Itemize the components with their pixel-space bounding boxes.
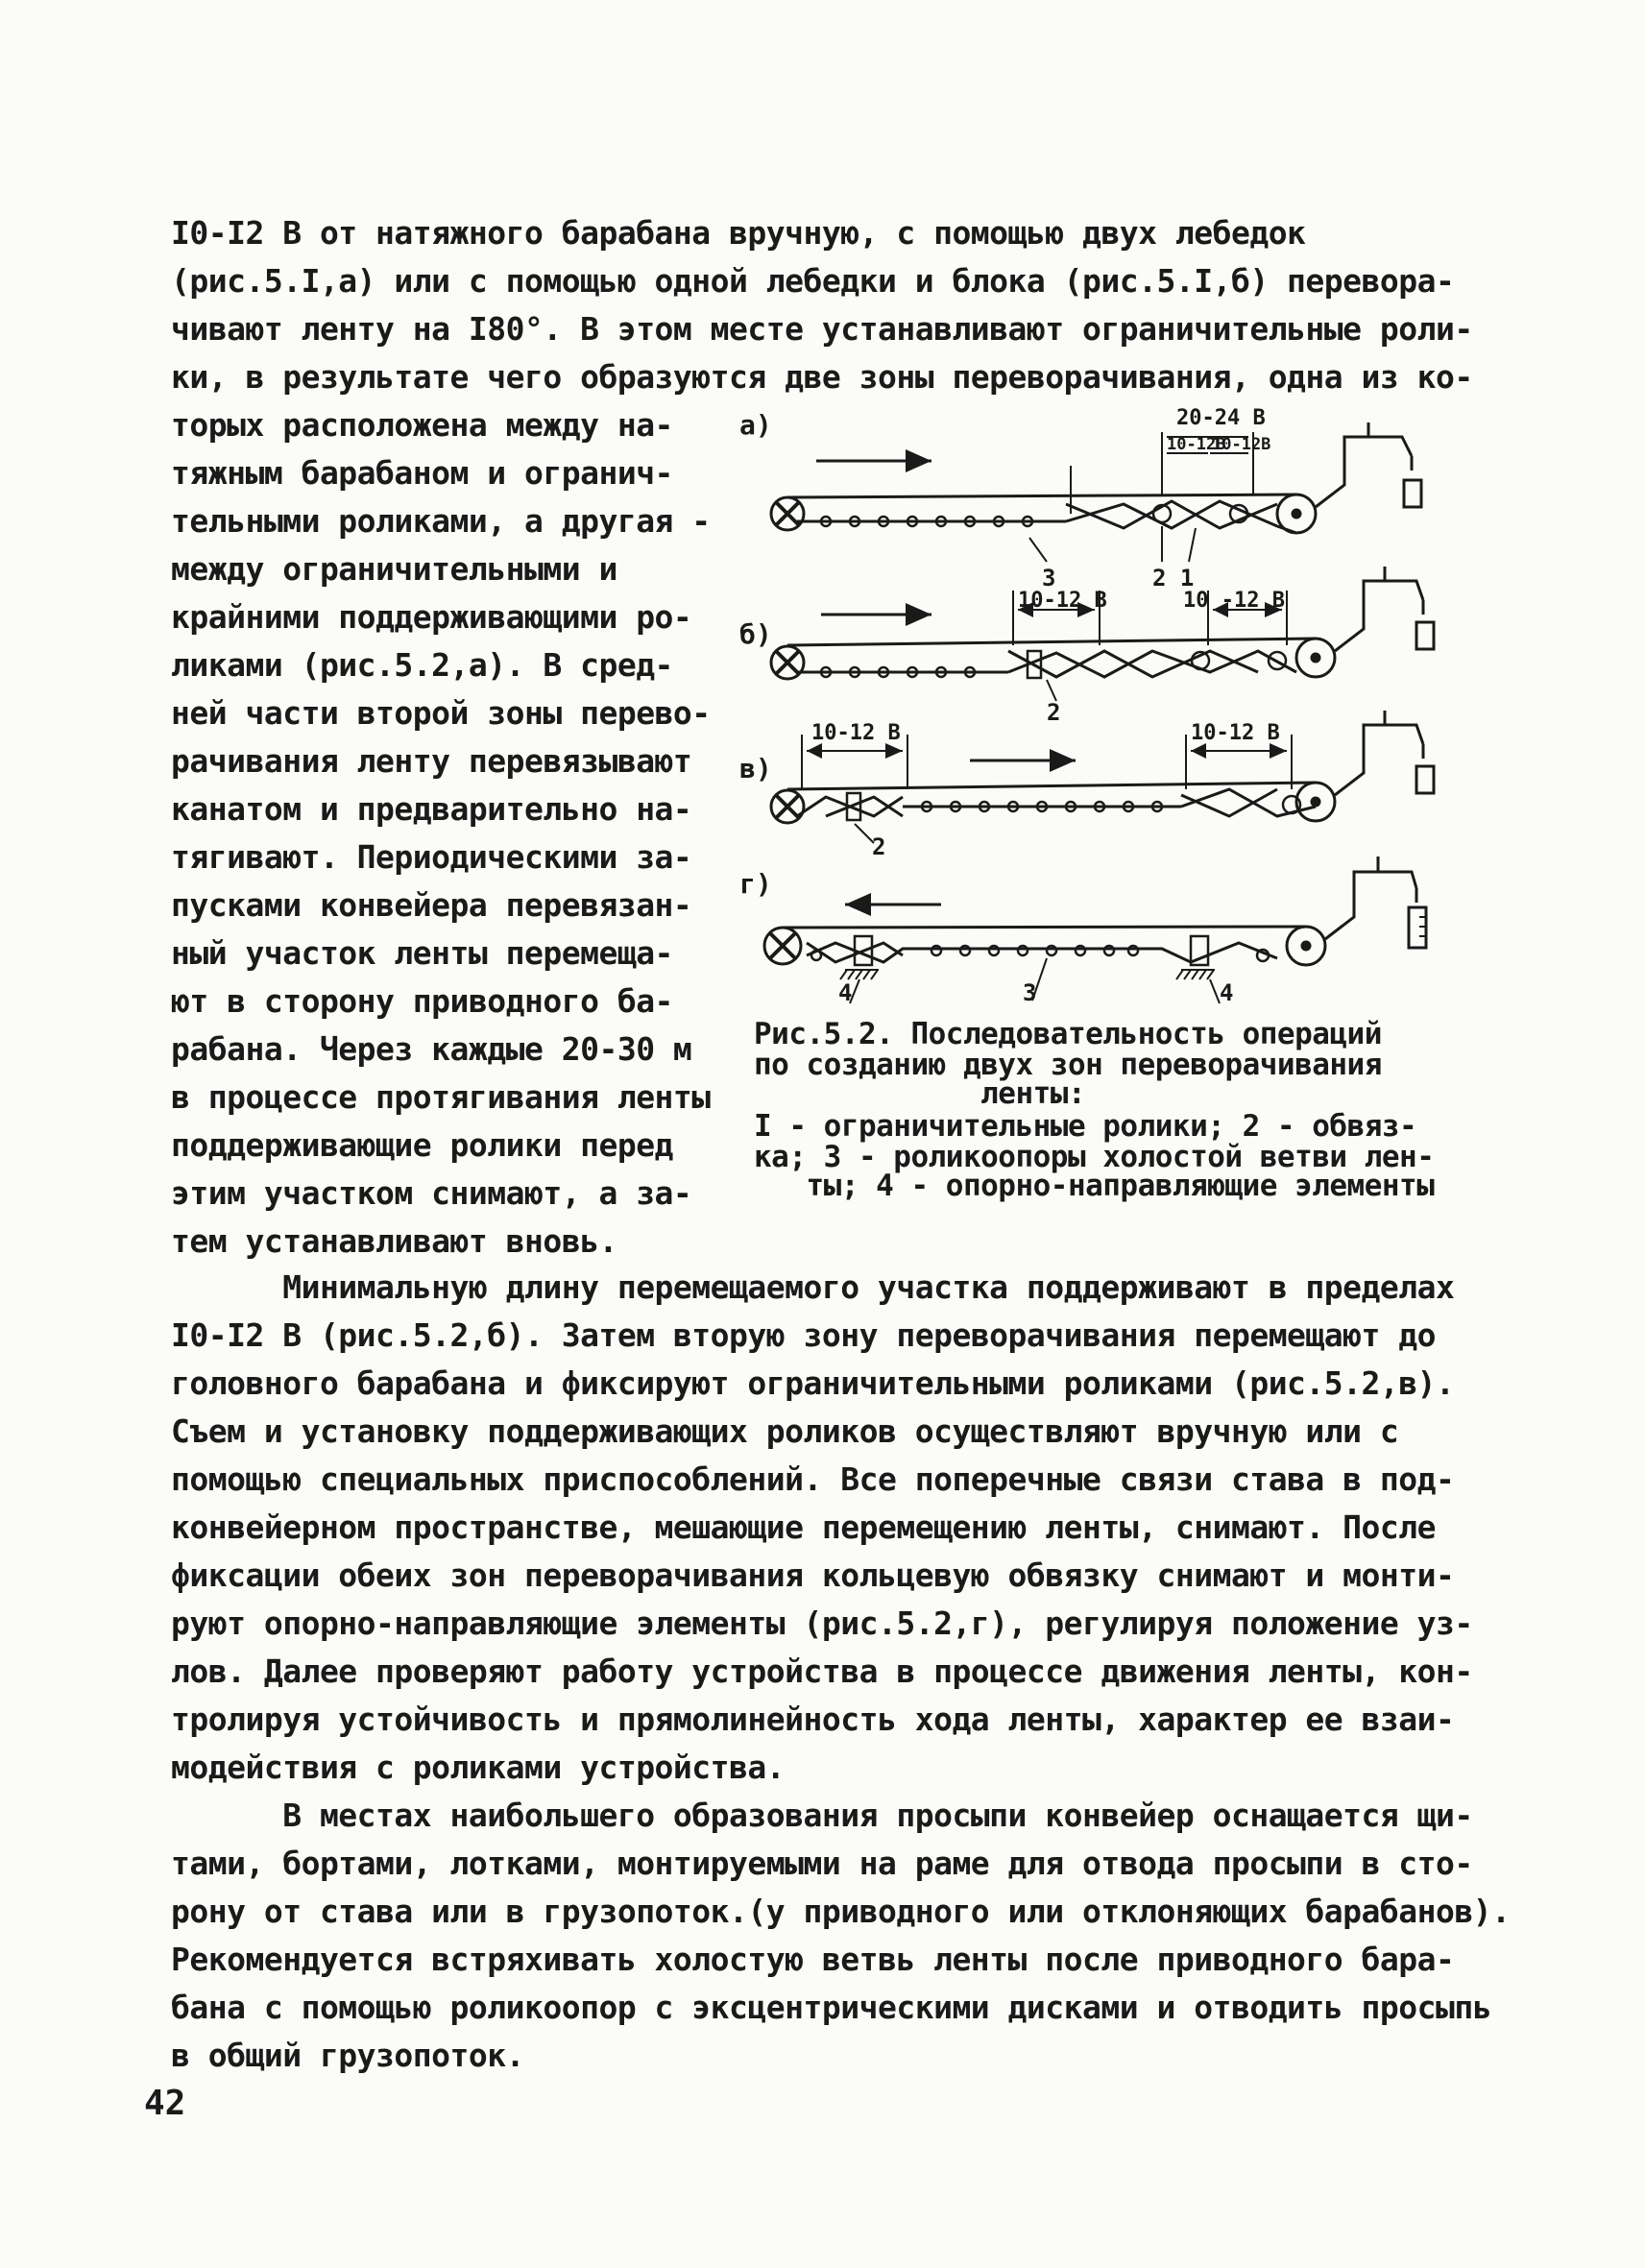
mark-d-3: 3 xyxy=(1023,979,1037,1006)
panel-c-label: в) xyxy=(739,753,772,784)
text-body-line: Рекомендуется встряхивать холостую ветвь ленты после приводного бара- xyxy=(171,1941,1455,1978)
text-body-line: рону от става или в грузопоток.(у приводного или отклоняющих барабанов). xyxy=(171,1893,1511,1930)
mark-a-3: 3 xyxy=(1042,565,1056,591)
text-body-line: бана с помощью роликоопор с эксцентрическими дисками и отводить просыпь xyxy=(171,1989,1492,2026)
text-body-line: лов. Далее проверяют работу устройства в процессе движения ленты, кон- xyxy=(171,1653,1473,1690)
text-body-line: тролируя устойчивость и прямолинейность хода ленты, характер ее взаи- xyxy=(171,1701,1455,1738)
caption-line: ты; 4 - опорно-направляющие элементы xyxy=(754,1169,1435,1203)
caption-line: Рис.5.2. Последовательность операций xyxy=(754,1017,1382,1051)
text-body-line: конвейерном пространстве, мешающие перемещению ленты, снимают. После xyxy=(171,1508,1437,1546)
text-left-line: в процессе протягивания ленты xyxy=(171,1078,711,1116)
text-body-line: фиксации обеих зон переворачивания кольцевую обвязку снимают и монти- xyxy=(171,1556,1455,1594)
mark-d-4a: 4 xyxy=(838,979,853,1006)
text-body-line: помощью специальных приспособлений. Все поперечные связи става в под- xyxy=(171,1460,1455,1498)
panel-d-label: г) xyxy=(739,868,772,900)
text-body-line: в общий грузопоток. xyxy=(171,2037,524,2074)
panel-b-label: б) xyxy=(739,618,772,650)
caption-line: ка; 3 - роликоопоры холостой ветви лен- xyxy=(754,1140,1435,1174)
panel-b xyxy=(771,567,1434,701)
dim-c-2: 10-12 В xyxy=(1191,721,1280,745)
text-body-line: Минимальную длину перемещаемого участка поддерживают в пределах xyxy=(171,1268,1455,1306)
text-left-line: ликами (рис.5.2,а). В сред- xyxy=(171,646,673,684)
mark-d-4b: 4 xyxy=(1220,979,1234,1006)
text-left-line: рабана. Через каждые 20-30 м xyxy=(171,1030,692,1068)
text-top-line-4: ки, в результате чего образуются две зоны переворачивания, одна из ко- xyxy=(171,358,1473,396)
panel-d xyxy=(764,857,1426,1003)
text-left-line: тяжным барабаном и огранич- xyxy=(171,454,673,492)
text-left-line: крайними поддерживающими ро- xyxy=(171,598,692,636)
text-body-line: руют опорно-направляющие элементы (рис.5.2,г), регулируя положение уз- xyxy=(171,1604,1473,1642)
text-body-line: модействия с роликами устройства. xyxy=(171,1749,786,1786)
dim-a-2: 10-12В xyxy=(1212,435,1271,454)
text-left-line: тельными роликами, а другая - xyxy=(171,502,711,540)
text-left-line: тягивают. Периодическими за- xyxy=(171,838,692,876)
panel-a xyxy=(771,422,1421,562)
text-body-line: В местах наибольшего образования просыпи конвейер оснащается щи- xyxy=(171,1797,1473,1834)
mark-c-2: 2 xyxy=(872,833,886,860)
mark-b-2: 2 xyxy=(1047,699,1061,726)
text-left-line: рачивания ленту перевязывают xyxy=(171,742,692,780)
dim-a-total: 20-24 В xyxy=(1176,406,1266,430)
text-left-line: поддерживающие ролики перед xyxy=(171,1126,673,1164)
text-body-line: Съем и установку поддерживающих роликов осуществляют вручную или с xyxy=(171,1412,1399,1450)
dim-b-2: 10 -12 В xyxy=(1183,589,1285,613)
text-left-line: этим участком снимают, а за- xyxy=(171,1174,692,1212)
text-left-line: торых расположена между на- xyxy=(171,406,673,444)
text-top-line-2: (рис.5.I,а) или с помощью одной лебедки и блока (рис.5.I,б) перевора- xyxy=(171,262,1455,300)
text-left-line: ней части второй зоны перево- xyxy=(171,694,711,732)
figure-5-2 xyxy=(739,394,1488,1008)
text-top-line-3: чивают ленту на I80°. В этом месте устанавливают ограничительные роли- xyxy=(171,310,1473,348)
page-number: 42 xyxy=(144,2084,186,2123)
text-top-line-1: I0-I2 В от натяжного барабана вручную, с помощью двух лебедок xyxy=(171,214,1306,252)
caption-line: I - ограничительные ролики; 2 - обвяз- xyxy=(754,1109,1417,1144)
dim-c-1: 10-12 В xyxy=(811,721,901,745)
text-left-line: ют в сторону приводного ба- xyxy=(171,982,673,1020)
caption-line: по созданию двух зон переворачивания xyxy=(754,1048,1382,1082)
dim-b-1: 10-12 В xyxy=(1018,589,1107,613)
text-body-line: I0-I2 В (рис.5.2,б). Затем вторую зону переворачивания перемещают до xyxy=(171,1316,1437,1354)
dim-a-1: 10-12В xyxy=(1167,435,1226,454)
panel-a-label: а) xyxy=(739,409,772,441)
text-body-line: головного барабана и фиксируют ограничительными роликами (рис.5.2,в). xyxy=(171,1364,1455,1402)
text-left-line: тем устанавливают вновь. xyxy=(171,1222,617,1260)
text-left-line: между ограничительными и xyxy=(171,550,617,588)
text-left-line: ный участок ленты перемеща- xyxy=(171,934,673,972)
text-body-line: тами, бортами, лотками, монтируемыми на раме для отвода просыпи в сто- xyxy=(171,1845,1473,1882)
text-left-line: пусками конвейера перевязан- xyxy=(171,886,692,924)
caption-line: ленты: xyxy=(754,1076,1086,1111)
text-left-line: канатом и предварительно на- xyxy=(171,790,692,828)
mark-a-21: 2 1 xyxy=(1152,565,1195,591)
